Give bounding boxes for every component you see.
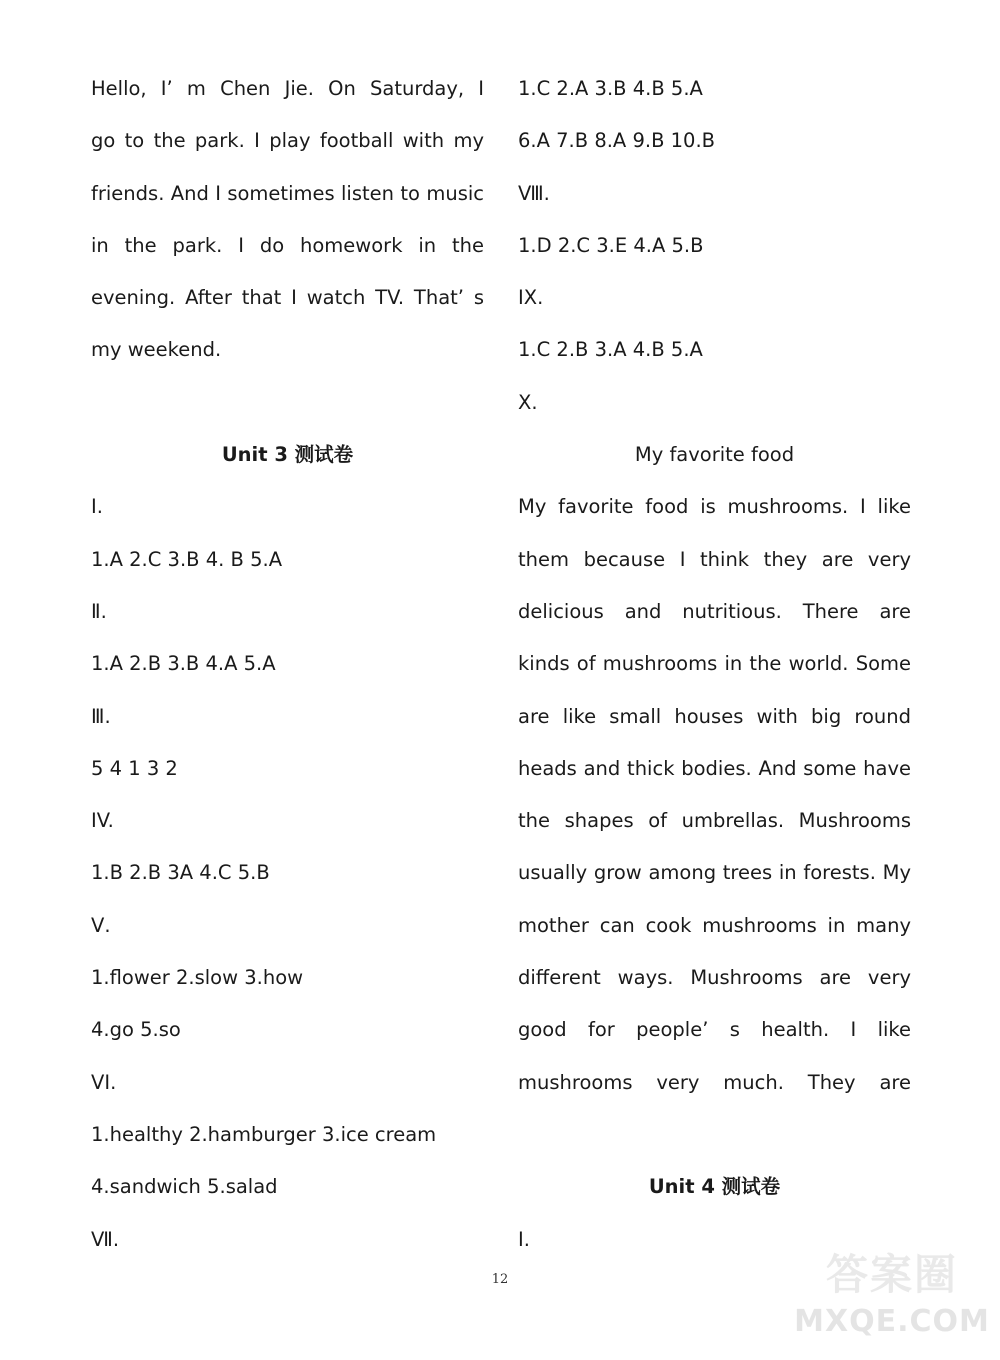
answer-line: 1.B 2.B 3A 4.C 5.B [91, 861, 270, 885]
section-label: Ⅷ. [518, 181, 550, 205]
essay-line: are like small houses with big round [518, 704, 911, 728]
intro-line: evening. After that I watch TV. That’ s [91, 286, 484, 310]
essay-line: delicious and nutritious. There are [518, 599, 911, 623]
essay-line: kinds of mushrooms in the world. Some [518, 652, 911, 676]
intro-line: in the park. I do homework in the [91, 233, 484, 257]
watermark-logo [792, 1246, 992, 1356]
unit3-heading: Unit 3 测试卷 [221, 443, 354, 467]
section-label: Ⅴ. [91, 913, 111, 937]
section-label: Ⅹ. [518, 390, 538, 414]
section-label: Ⅲ. [91, 704, 111, 728]
intro-line: Hello, I’ m Chen Jie. On Saturday, I [91, 77, 484, 100]
essay-line: usually grow among trees in forests. My [518, 861, 911, 885]
intro-line: friends. And I sometimes listen to music [91, 181, 484, 205]
answer-line: 1.A 2.C 3.B 4. B 5.A [91, 547, 283, 571]
page-number: 12 [491, 1272, 509, 1287]
essay-title: My favorite food [634, 443, 795, 467]
watermark-url: MXQE.COM [794, 1304, 990, 1339]
essay-line: the shapes of umbrellas. Mushrooms [518, 809, 911, 833]
answer-line: 1.D 2.C 3.E 4.A 5.B [518, 233, 704, 257]
answer-line: 4.sandwich 5.salad [91, 1175, 278, 1199]
essay-line: different ways. Mushrooms are very [518, 966, 911, 990]
answer-line: 5 4 1 3 2 [91, 756, 178, 780]
intro-line: go to the park. I play football with my [91, 129, 484, 153]
answer-line: 1.healthy 2.hamburger 3.ice cream [91, 1122, 437, 1146]
watermark-chars: 答案圈 [825, 1250, 958, 1299]
essay-line: good for people’ s health. I like [518, 1018, 911, 1042]
answer-line: 4.go 5.so [91, 1018, 181, 1042]
essay-line: My favorite food is mushrooms. I like [518, 495, 911, 519]
section-label: Ⅰ. [518, 1227, 530, 1251]
essay-line: them because I think they are very [518, 547, 911, 571]
answer-line: 1.A 2.B 3.B 4.A 5.A [91, 652, 276, 676]
essay-line-last: mushrooms very much. They are [518, 1070, 911, 1094]
answer-line: 1.C 2.A 3.B 4.B 5.A [518, 77, 703, 100]
section-label: VI. [91, 1070, 117, 1094]
left-column [91, 63, 484, 1266]
section-label: Ⅶ. [91, 1227, 120, 1251]
essay-line: mother can cook mushrooms in many [518, 913, 911, 937]
intro-line-last: my weekend. [91, 338, 222, 362]
answer-line: 1.flower 2.slow 3.how [91, 966, 304, 990]
answer-line: 1.C 2.B 3.A 4.B 5.A [518, 338, 703, 362]
section-label: Ⅱ. [91, 599, 107, 623]
essay-line: heads and thick bodies. And some have [518, 756, 911, 780]
section-label: Ⅰ. [91, 495, 103, 519]
right-column [518, 63, 911, 1266]
unit4-heading: Unit 4 测试卷 [648, 1175, 781, 1199]
answer-line: 6.A 7.B 8.A 9.B 10.B [518, 129, 716, 153]
section-label: IX. [518, 286, 544, 310]
section-label: IV. [91, 809, 114, 833]
